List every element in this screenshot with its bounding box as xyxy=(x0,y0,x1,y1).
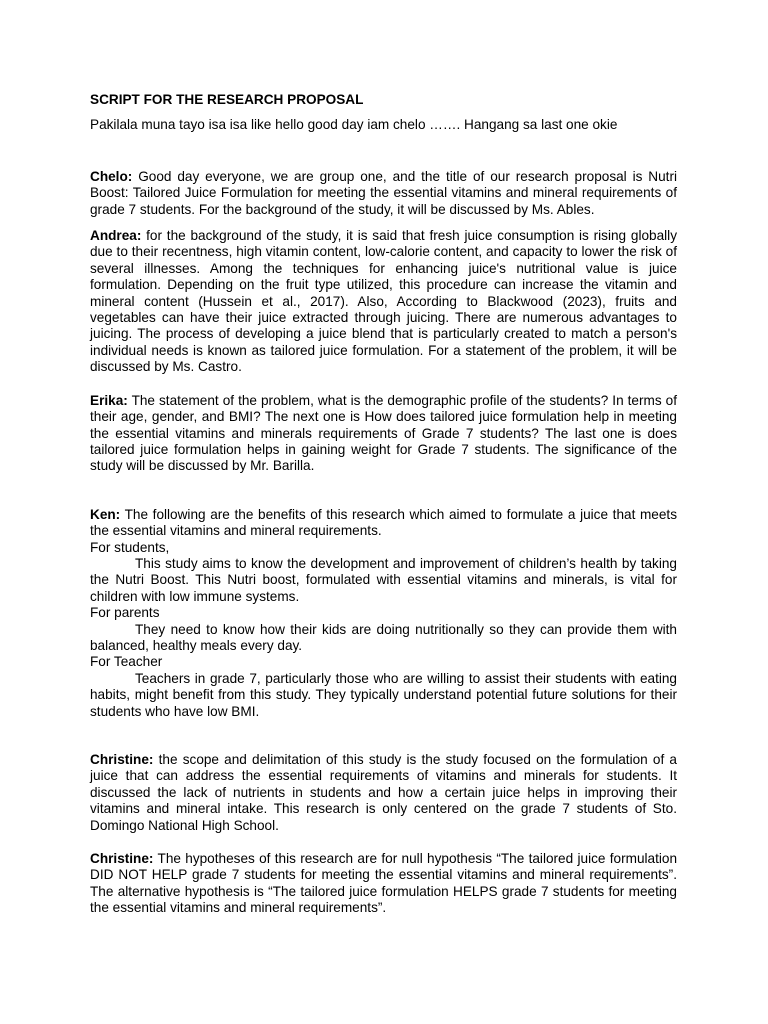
speaker-text: The following are the benefits of this research which aimed to formulate a juice that meets the essential vitamins and mineral requirements. xyxy=(90,506,677,539)
document-page xyxy=(90,92,677,917)
parents-text: They need to know how their kids are doing nutritionally so they can provide them with balanced, healthy meals every day. xyxy=(90,621,677,653)
parents-label: For parents xyxy=(90,605,160,621)
speaker-text: The statement of the problem, what is the demographic profile of the students? In terms of their age, gender, and BMI? The next one is How does tailored juice formulation help in meeting the essential vitamins and minerals requirements of Grade 7 students? The last one is does tailored juice formulation helps in gaining weight for Grade 7 students. The significance of the study will be discussed by Mr. Barilla. xyxy=(90,392,677,474)
speaker-text: The hypotheses of this research are for null hypothesis “The tailored juice formulation DID NOT HELP grade 7 students for meeting the essential vitamins and mineral requirements”. The alternative hypothesis is “The tailored juice formulation HELPS grade 7 students for meeting the essential vitamins and mineral requirements”. xyxy=(90,851,678,916)
section-christine-hypotheses xyxy=(90,851,677,917)
students-label: For students, xyxy=(90,539,170,555)
document-title: SCRIPT FOR THE RESEARCH PROPOSAL xyxy=(90,92,364,107)
speaker-name: Christine: xyxy=(90,851,154,867)
speaker-text: the scope and delimitation of this study is the study focused on the formulation of a juice that can address the essential requirements of vitamins and minerals for students. It discussed the lack of nutrients in students and how a certain juice helps in improving their vitamins and mineral intake. This research is only centered on the grade 7 students of Sto. Domingo National High School. xyxy=(90,752,677,833)
teacher-text: Teachers in grade 7, particularly those who are willing to assist their students with eating habits, might benefit from this study. They typically understand potential future solutions for their students who have low BMI. xyxy=(90,670,677,719)
speaker-name: Andrea: xyxy=(90,228,142,244)
speaker-name: Erika: xyxy=(90,392,128,408)
section-erika xyxy=(90,393,677,475)
intro-note: Pakilala muna tayo isa isa like hello good day iam chelo ……. Hangang sa last one okie xyxy=(90,117,618,133)
speaker-name: Christine: xyxy=(90,752,154,767)
ken-intro xyxy=(90,507,677,540)
speaker-text: Good day everyone, we are group one, and the title of our research proposal is Nutri Boost: Tailored Juice Formulation for meeting the essential vitamins and mineral requirements of grade 7 students. For the background of the study, it will be discussed by Ms. Ables. xyxy=(90,168,677,217)
teacher-label: For Teacher xyxy=(90,654,163,670)
speaker-text: for the background of the study, it is said that fresh juice consumption is rising globally due to their recentness, high vitamin content, low-calorie content, and capacity to lower the risk of several illnesses. Among the techniques for enhancing juice's nutritional value is juice formulation. Depending on the fruit type utilized, this procedure can increase the vitamin and mineral content (Hussein et al., 2017). Also, According to Blackwood (2023), fruits and vegetables can have their juice extracted through juicing. There are numerous advantages to juicing. The process of developing a juice blend that is particularly created to match a person's individual needs is known as tailored juice formulation. For a statement of the problem, it will be discussed by Ms. Castro. xyxy=(90,228,677,375)
section-ken xyxy=(90,507,677,720)
section-christine-scope xyxy=(90,752,677,834)
students-text: This study aims to know the development and improvement of children’s health by taking the Nutri Boost. This Nutri boost, formulated with essential vitamins and minerals, is vital for children with low immune systems. xyxy=(90,555,677,604)
speaker-name: Ken: xyxy=(90,506,121,522)
speaker-name: Chelo: xyxy=(90,168,133,184)
section-chelo xyxy=(90,169,677,218)
section-andrea xyxy=(90,228,677,376)
